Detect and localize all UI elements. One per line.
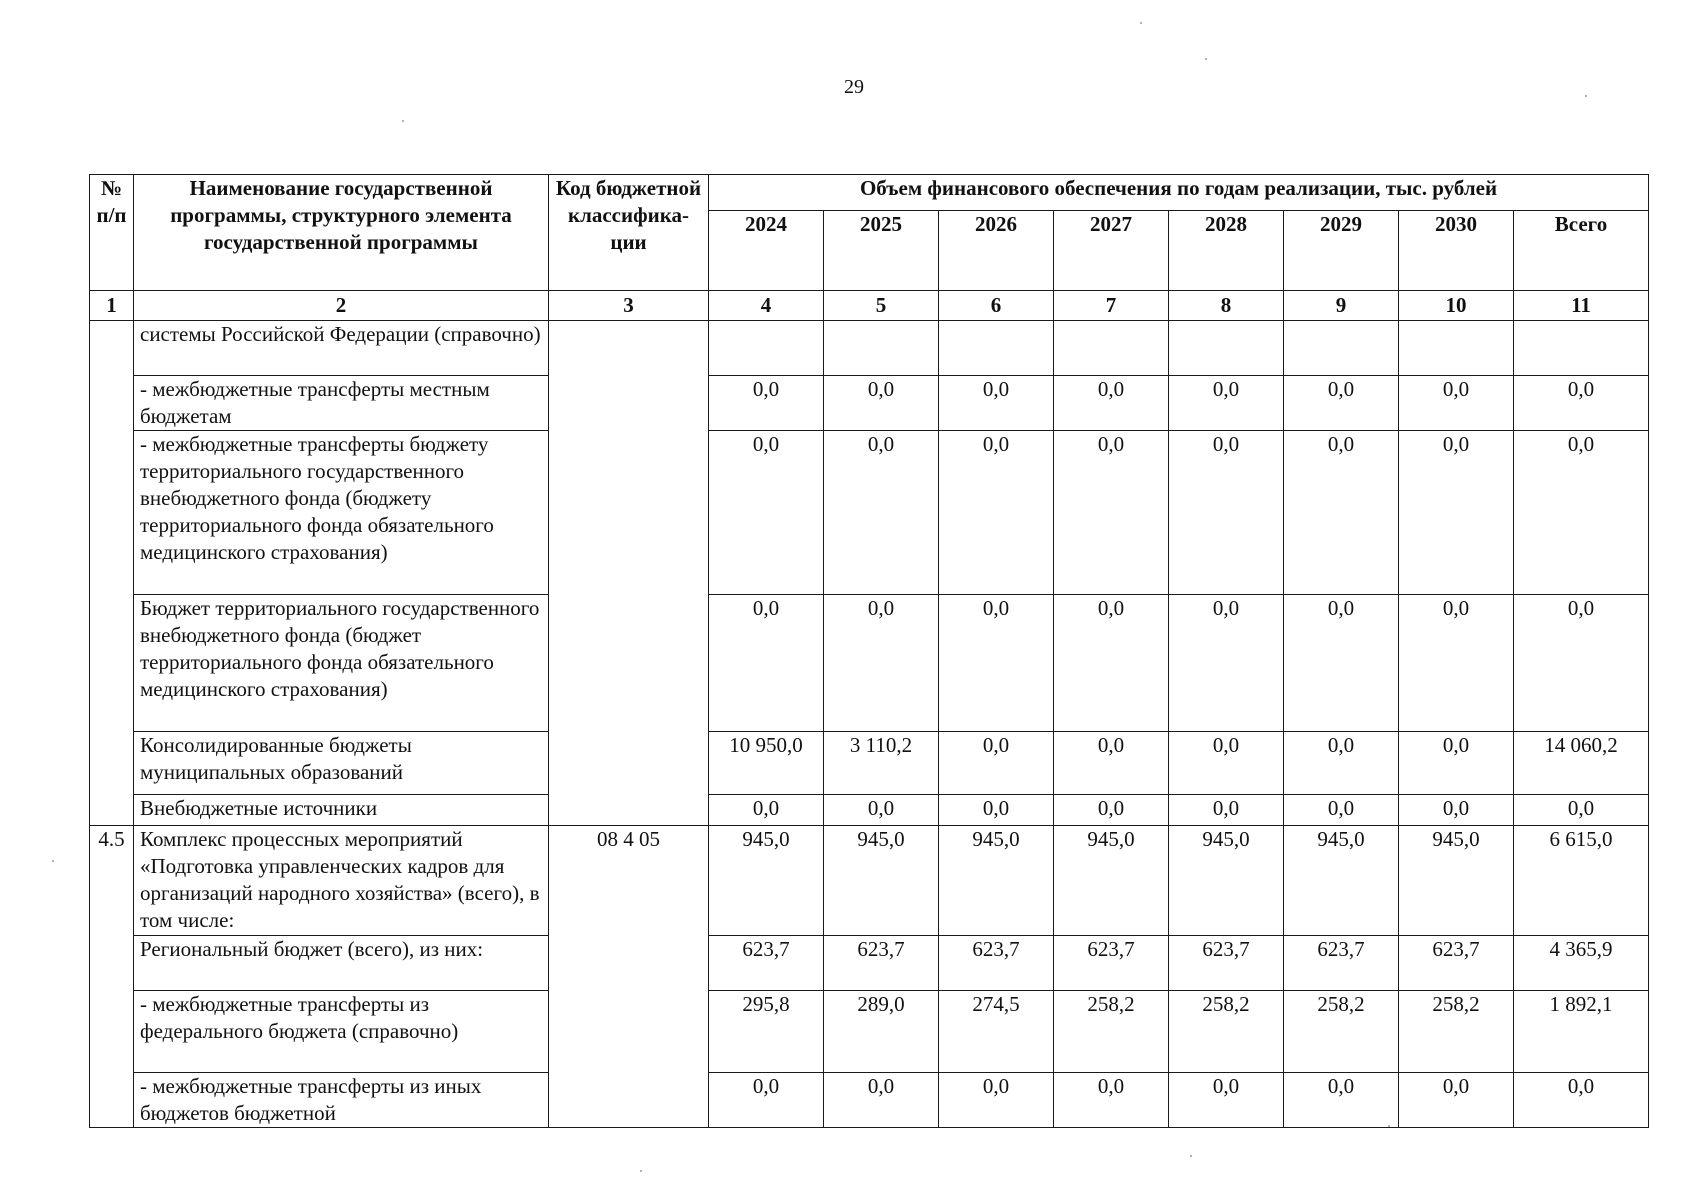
column-number: 4 — [709, 291, 824, 321]
value-cell: 0,0 — [1514, 595, 1649, 732]
scan-speck — [1190, 1155, 1192, 1157]
value-cell: 0,0 — [709, 1073, 824, 1128]
value-cell: 0,0 — [939, 431, 1054, 595]
table-row — [90, 1073, 1649, 1128]
header-total: Всего — [1514, 211, 1649, 291]
header-year: 2027 — [1054, 211, 1169, 291]
value-cell: 945,0 — [939, 826, 1054, 936]
value-cell: 258,2 — [1169, 991, 1284, 1073]
page-number: 29 — [844, 76, 864, 98]
value-cell: 258,2 — [1054, 991, 1169, 1073]
value-cell: 0,0 — [1399, 1073, 1514, 1128]
value-cell: 0,0 — [1054, 1073, 1169, 1128]
value-cell: 0,0 — [824, 595, 939, 732]
value-cell: 0,0 — [1284, 795, 1399, 826]
value-cell: 0,0 — [1399, 376, 1514, 431]
row-number-cell — [90, 321, 134, 826]
row-name: Региональный бюджет (всего), из них: — [134, 936, 549, 991]
value-cell: 274,5 — [939, 991, 1054, 1073]
header-year: 2029 — [1284, 211, 1399, 291]
value-cell: 0,0 — [939, 1073, 1054, 1128]
scan-speck — [640, 1170, 642, 1172]
value-cell: 0,0 — [1399, 795, 1514, 826]
row-name: - межбюджетные трансферты местным бюджетам — [134, 376, 549, 431]
value-cell: 623,7 — [709, 936, 824, 991]
value-cell: 0,0 — [1284, 431, 1399, 595]
row-name: Комплекс процессных мероприятий «Подготовка управленческих кадров для организаций народного хозяйства» (всего), в том числе: — [134, 826, 549, 936]
value-cell — [1054, 321, 1169, 376]
scan-speck — [402, 120, 404, 122]
value-cell: 258,2 — [1399, 991, 1514, 1073]
value-cell: 0,0 — [1514, 795, 1649, 826]
column-number: 5 — [824, 291, 939, 321]
row-code-cell — [549, 321, 709, 826]
value-cell: 0,0 — [1169, 431, 1284, 595]
value-cell: 0,0 — [1169, 732, 1284, 795]
value-cell: 0,0 — [709, 376, 824, 431]
value-cell: 0,0 — [824, 795, 939, 826]
value-cell: 3 110,2 — [824, 732, 939, 795]
value-cell: 0,0 — [939, 595, 1054, 732]
value-cell: 0,0 — [824, 376, 939, 431]
table-row — [90, 376, 1649, 431]
table-row — [90, 826, 1649, 936]
value-cell: 0,0 — [1514, 1073, 1649, 1128]
scan-speck — [52, 860, 54, 862]
value-cell — [939, 321, 1054, 376]
value-cell: 0,0 — [824, 431, 939, 595]
value-cell: 945,0 — [1054, 826, 1169, 936]
value-cell — [1399, 321, 1514, 376]
value-cell: 10 950,0 — [709, 732, 824, 795]
row-name: Консолидированные бюджеты муниципальных образований — [134, 732, 549, 795]
value-cell: 623,7 — [1054, 936, 1169, 991]
value-cell: 0,0 — [709, 595, 824, 732]
column-number: 7 — [1054, 291, 1169, 321]
row-name: системы Российской Федерации (справочно) — [134, 321, 549, 376]
value-cell: 0,0 — [1399, 595, 1514, 732]
header-year: 2026 — [939, 211, 1054, 291]
row-name: Внебюджетные источники — [134, 795, 549, 826]
value-cell: 0,0 — [1169, 1073, 1284, 1128]
value-cell: 258,2 — [1284, 991, 1399, 1073]
column-number: 10 — [1399, 291, 1514, 321]
value-cell: 0,0 — [1284, 732, 1399, 795]
table-body — [90, 321, 1649, 1128]
table-row — [90, 431, 1649, 595]
header-volume: Объем финансового обеспечения по годам реализации, тыс. рублей — [709, 175, 1649, 211]
financing-table — [89, 174, 1649, 1128]
value-cell: 945,0 — [709, 826, 824, 936]
row-number: 4.5 — [90, 826, 134, 1128]
header-year: 2024 — [709, 211, 824, 291]
scan-speck — [1140, 22, 1142, 24]
column-number: 1 — [90, 291, 134, 321]
value-cell: 6 615,0 — [1514, 826, 1649, 936]
value-cell: 945,0 — [1399, 826, 1514, 936]
value-cell: 0,0 — [1514, 376, 1649, 431]
value-cell — [824, 321, 939, 376]
value-cell: 623,7 — [1284, 936, 1399, 991]
value-cell: 0,0 — [1399, 431, 1514, 595]
table-row — [90, 795, 1649, 826]
value-cell: 0,0 — [709, 795, 824, 826]
header-year: 2025 — [824, 211, 939, 291]
table-row — [90, 991, 1649, 1073]
value-cell: 0,0 — [939, 376, 1054, 431]
value-cell: 0,0 — [1054, 431, 1169, 595]
row-code: 08 4 05 — [549, 826, 709, 1128]
table-row — [90, 321, 1649, 376]
value-cell: 0,0 — [1054, 595, 1169, 732]
row-name: - межбюджетные трансферты бюджету территориального государственного внебюджетного фонда (бюджету территориального фонда обязательного медицинского страхования) — [134, 431, 549, 595]
value-cell: 0,0 — [1284, 1073, 1399, 1128]
value-cell — [1514, 321, 1649, 376]
value-cell — [709, 321, 824, 376]
table-header — [90, 175, 1649, 321]
column-number: 3 — [549, 291, 709, 321]
value-cell: 0,0 — [1284, 595, 1399, 732]
row-name: - межбюджетные трансферты из иных бюджетов бюджетной — [134, 1073, 549, 1128]
value-cell: 945,0 — [1284, 826, 1399, 936]
scan-speck — [1205, 58, 1207, 60]
row-name: - межбюджетные трансферты из федерального бюджета (справочно) — [134, 991, 549, 1073]
column-number: 6 — [939, 291, 1054, 321]
value-cell: 623,7 — [1169, 936, 1284, 991]
value-cell: 0,0 — [1054, 376, 1169, 431]
value-cell: 0,0 — [1054, 795, 1169, 826]
value-cell: 623,7 — [1399, 936, 1514, 991]
column-number: 2 — [134, 291, 549, 321]
header-year: 2028 — [1169, 211, 1284, 291]
value-cell: 4 365,9 — [1514, 936, 1649, 991]
column-number: 8 — [1169, 291, 1284, 321]
table-row — [90, 595, 1649, 732]
scan-speck — [1585, 95, 1587, 97]
value-cell: 623,7 — [939, 936, 1054, 991]
header-code: Код бюджетной классифика-ции — [549, 175, 709, 291]
value-cell: 0,0 — [939, 732, 1054, 795]
value-cell: 0,0 — [1284, 376, 1399, 431]
value-cell: 295,8 — [709, 991, 824, 1073]
value-cell: 0,0 — [1054, 732, 1169, 795]
value-cell: 289,0 — [824, 991, 939, 1073]
value-cell: 945,0 — [1169, 826, 1284, 936]
value-cell: 0,0 — [1169, 595, 1284, 732]
value-cell — [1284, 321, 1399, 376]
column-number: 9 — [1284, 291, 1399, 321]
value-cell: 14 060,2 — [1514, 732, 1649, 795]
value-cell: 0,0 — [939, 795, 1054, 826]
column-number: 11 — [1514, 291, 1649, 321]
value-cell: 0,0 — [1169, 376, 1284, 431]
value-cell: 0,0 — [1169, 795, 1284, 826]
table-row — [90, 732, 1649, 795]
value-cell — [1169, 321, 1284, 376]
scan-speck — [1388, 1125, 1390, 1127]
header-num: № п/п — [90, 175, 134, 291]
header-name: Наименование государственной программы, структурного элемента государственной программы — [134, 175, 549, 291]
value-cell: 0,0 — [1514, 431, 1649, 595]
table-row — [90, 936, 1649, 991]
value-cell: 0,0 — [1399, 732, 1514, 795]
value-cell: 0,0 — [824, 1073, 939, 1128]
value-cell: 1 892,1 — [1514, 991, 1649, 1073]
value-cell: 945,0 — [824, 826, 939, 936]
value-cell: 0,0 — [709, 431, 824, 595]
header-year: 2030 — [1399, 211, 1514, 291]
row-name: Бюджет территориального государственного внебюджетного фонда (бюджет территориального фонда обязательного медицинского страхования) — [134, 595, 549, 732]
value-cell: 623,7 — [824, 936, 939, 991]
